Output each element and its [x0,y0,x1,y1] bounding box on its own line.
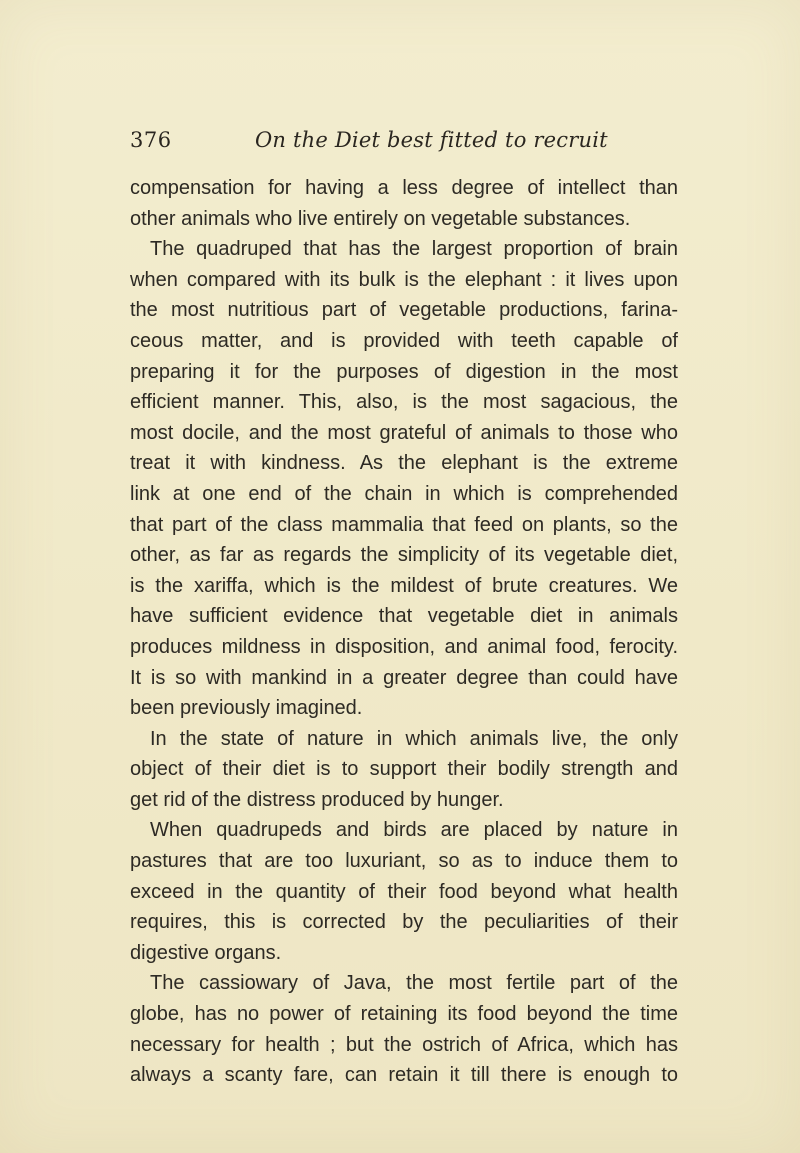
text-line: It is so with mankind in a greater degree than could have [130,666,678,689]
text-line: other, as far as regards the simplicity of its vegetable diet, [130,544,678,567]
text-line: been previously imagined. [130,697,363,720]
text-line: always a scanty fare, can retain it till there is enough to [130,1064,678,1087]
text-line: object of their diet is to support their bodily strength and [130,758,678,781]
text-line: In the state of nature in which animals live, the only [150,727,678,750]
text-line: have sufficient evidence that vegetable diet in animals [130,605,678,628]
text-line: preparing it for the purposes of digestion in the most [130,360,678,383]
text-line: the most nutritious part of vegetable productions, farina- [130,299,678,322]
text-line: most docile, and the most grateful of animals to those who [130,421,678,444]
text-line: requires, this is corrected by the peculiarities of their [130,911,678,934]
text-line: when compared with its bulk is the elephant : it lives upon [130,268,678,291]
text-line: digestive organs. [130,941,282,964]
text-line: produces mildness in disposition, and animal food, ferocity. [130,635,678,658]
text-line: ceous matter, and is provided with teeth capable of [130,329,678,352]
text-line: other animals who live entirely on vegetable substances. [130,207,631,230]
text-line: pastures that are too luxuriant, so as to induce them to [130,850,678,873]
text-line: necessary for health ; but the ostrich of Africa, which has [130,1033,678,1056]
text-line: treat it with kindness. As the elephant is the extreme [130,452,678,475]
body-text [130,173,678,1091]
text-line: that part of the class mammalia that feed on plants, so the [130,513,678,536]
text-line: is the xariffa, which is the mildest of brute creatures. We [130,574,678,597]
page-number: 376 [130,128,172,152]
text-line: compensation for having a less degree of intellect than [130,177,678,199]
text-line: link at one end of the chain in which is comprehended [130,482,678,505]
running-head: On the Diet best fitted to recruit [255,128,608,152]
text-line: When quadrupeds and birds are placed by nature in [150,819,678,842]
text-line: The quadruped that has the largest proportion of brain [150,238,678,261]
text-line: The cassiowary of Java, the most fertile part of the [150,972,678,995]
text-line: get rid of the distress produced by hunger. [130,788,504,811]
text-line: globe, has no power of retaining its food beyond the time [130,1003,678,1026]
text-line: efficient manner. This, also, is the most sagacious, the [130,391,678,414]
page-header [130,128,678,162]
text-line: exceed in the quantity of their food beyond what health [130,880,678,903]
